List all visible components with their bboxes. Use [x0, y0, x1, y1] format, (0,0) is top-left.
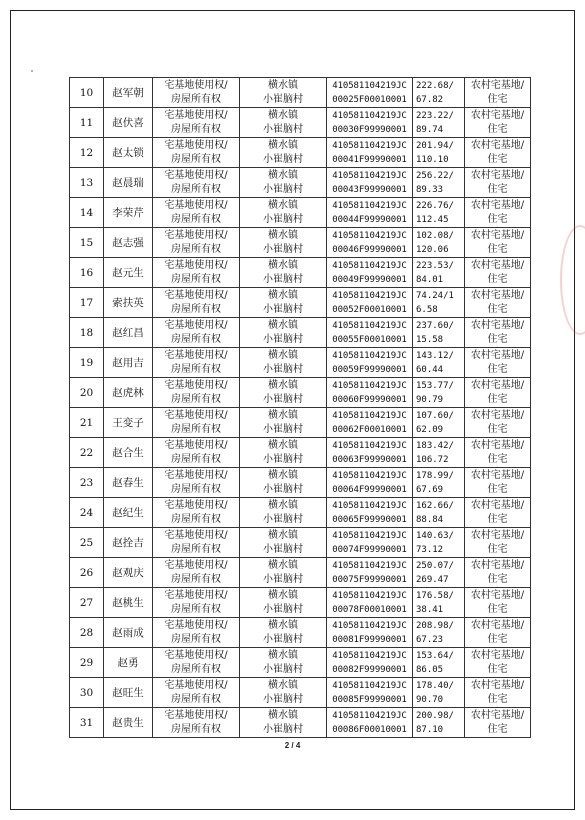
- owner-name-cell: 赵红昌: [104, 318, 153, 348]
- right-type-cell: 宅基地使用权/ 房屋所有权: [153, 138, 240, 168]
- property-location-cell: 横水镇 小崔脑村: [240, 438, 327, 468]
- table-body: [70, 78, 531, 738]
- table-row: [70, 408, 531, 438]
- unit-code-cell: 410581104219JC 00064F99990001: [327, 468, 413, 498]
- property-location-cell: 横水镇 小崔脑村: [240, 378, 327, 408]
- land-usage-cell: 农村宅基地/ 住宅: [465, 198, 531, 228]
- scan-speck: [31, 70, 33, 72]
- unit-code-cell: 410581104219JC 00078F00010001: [327, 588, 413, 618]
- area-value-cell: 143.12/ 60.44: [413, 348, 465, 378]
- right-type-cell: 宅基地使用权/ 房屋所有权: [153, 318, 240, 348]
- property-location-cell: 横水镇 小崔脑村: [240, 258, 327, 288]
- right-type-cell: 宅基地使用权/ 房屋所有权: [153, 378, 240, 408]
- row-number-cell: 11: [70, 108, 104, 138]
- area-value-cell: 74.24/1 6.58: [413, 288, 465, 318]
- row-number-cell: 22: [70, 438, 104, 468]
- table-row: [70, 528, 531, 558]
- area-value-cell: 102.08/ 120.06: [413, 228, 465, 258]
- unit-code-cell: 410581104219JC 00081F99990001: [327, 618, 413, 648]
- page-number: 2 / 4: [284, 741, 301, 750]
- area-value-cell: 256.22/ 89.33: [413, 168, 465, 198]
- table-row: [70, 678, 531, 708]
- owner-name-cell: 赵军朝: [104, 78, 153, 108]
- area-value-cell: 153.77/ 90.79: [413, 378, 465, 408]
- right-type-cell: 宅基地使用权/ 房屋所有权: [153, 78, 240, 108]
- owner-name-cell: 赵晨瑞: [104, 168, 153, 198]
- row-number-cell: 16: [70, 258, 104, 288]
- table-row: [70, 438, 531, 468]
- land-usage-cell: 农村宅基地/ 住宅: [465, 708, 531, 738]
- owner-name-cell: 李荣芹: [104, 198, 153, 228]
- property-location-cell: 横水镇 小崔脑村: [240, 408, 327, 438]
- land-usage-cell: 农村宅基地/ 住宅: [465, 528, 531, 558]
- right-type-cell: 宅基地使用权/ 房屋所有权: [153, 198, 240, 228]
- land-usage-cell: 农村宅基地/ 住宅: [465, 138, 531, 168]
- area-value-cell: 107.60/ 62.09: [413, 408, 465, 438]
- owner-name-cell: 赵拴吉: [104, 528, 153, 558]
- table-row: [70, 198, 531, 228]
- area-value-cell: 183.42/ 106.72: [413, 438, 465, 468]
- property-location-cell: 横水镇 小崔脑村: [240, 648, 327, 678]
- right-type-cell: 宅基地使用权/ 房屋所有权: [153, 558, 240, 588]
- right-type-cell: 宅基地使用权/ 房屋所有权: [153, 258, 240, 288]
- table-row: [70, 498, 531, 528]
- row-number-cell: 13: [70, 168, 104, 198]
- unit-code-cell: 410581104219JC 00086F00010001: [327, 708, 413, 738]
- owner-name-cell: 赵桃生: [104, 588, 153, 618]
- owner-name-cell: 赵伏喜: [104, 108, 153, 138]
- land-usage-cell: 农村宅基地/ 住宅: [465, 468, 531, 498]
- unit-code-cell: 410581104219JC 00025F00010001: [327, 78, 413, 108]
- unit-code-cell: 410581104219JC 00041F99990001: [327, 138, 413, 168]
- property-location-cell: 横水镇 小崔脑村: [240, 288, 327, 318]
- row-number-cell: 18: [70, 318, 104, 348]
- table-row: [70, 168, 531, 198]
- land-usage-cell: 农村宅基地/ 住宅: [465, 588, 531, 618]
- row-number-cell: 27: [70, 588, 104, 618]
- row-number-cell: 12: [70, 138, 104, 168]
- row-number-cell: 14: [70, 198, 104, 228]
- right-type-cell: 宅基地使用权/ 房屋所有权: [153, 528, 240, 558]
- property-location-cell: 横水镇 小崔脑村: [240, 318, 327, 348]
- row-number-cell: 25: [70, 528, 104, 558]
- owner-name-cell: 索扶英: [104, 288, 153, 318]
- right-type-cell: 宅基地使用权/ 房屋所有权: [153, 648, 240, 678]
- unit-code-cell: 410581104219JC 00063F99990001: [327, 438, 413, 468]
- table-row: [70, 78, 531, 108]
- area-value-cell: 176.58/ 38.41: [413, 588, 465, 618]
- right-type-cell: 宅基地使用权/ 房屋所有权: [153, 678, 240, 708]
- right-type-cell: 宅基地使用权/ 房屋所有权: [153, 408, 240, 438]
- right-type-cell: 宅基地使用权/ 房屋所有权: [153, 588, 240, 618]
- row-number-cell: 19: [70, 348, 104, 378]
- property-location-cell: 横水镇 小崔脑村: [240, 348, 327, 378]
- land-usage-cell: 农村宅基地/ 住宅: [465, 108, 531, 138]
- row-number-cell: 23: [70, 468, 104, 498]
- area-value-cell: 140.63/ 73.12: [413, 528, 465, 558]
- property-location-cell: 横水镇 小崔脑村: [240, 708, 327, 738]
- unit-code-cell: 410581104219JC 00075F99990001: [327, 558, 413, 588]
- area-value-cell: 208.98/ 67.23: [413, 618, 465, 648]
- land-usage-cell: 农村宅基地/ 住宅: [465, 648, 531, 678]
- table-row: [70, 618, 531, 648]
- unit-code-cell: 410581104219JC 00043F99990001: [327, 168, 413, 198]
- area-value-cell: 162.66/ 88.84: [413, 498, 465, 528]
- unit-code-cell: 410581104219JC 00044F99990001: [327, 198, 413, 228]
- unit-code-cell: 410581104219JC 00046F99990001: [327, 228, 413, 258]
- area-value-cell: 250.07/ 269.47: [413, 558, 465, 588]
- area-value-cell: 178.40/ 90.70: [413, 678, 465, 708]
- table-row: [70, 258, 531, 288]
- land-usage-cell: 农村宅基地/ 住宅: [465, 288, 531, 318]
- land-usage-cell: 农村宅基地/ 住宅: [465, 678, 531, 708]
- property-location-cell: 横水镇 小崔脑村: [240, 528, 327, 558]
- area-value-cell: 178.99/ 67.69: [413, 468, 465, 498]
- row-number-cell: 26: [70, 558, 104, 588]
- owner-name-cell: 赵雨成: [104, 618, 153, 648]
- table-row: [70, 108, 531, 138]
- area-value-cell: 237.60/ 15.58: [413, 318, 465, 348]
- property-location-cell: 横水镇 小崔脑村: [240, 138, 327, 168]
- table-row: [70, 708, 531, 738]
- land-usage-cell: 农村宅基地/ 住宅: [465, 168, 531, 198]
- land-usage-cell: 农村宅基地/ 住宅: [465, 378, 531, 408]
- table-row: [70, 318, 531, 348]
- land-usage-cell: 农村宅基地/ 住宅: [465, 318, 531, 348]
- land-usage-cell: 农村宅基地/ 住宅: [465, 258, 531, 288]
- row-number-cell: 10: [70, 78, 104, 108]
- land-usage-cell: 农村宅基地/ 住宅: [465, 228, 531, 258]
- row-number-cell: 21: [70, 408, 104, 438]
- right-type-cell: 宅基地使用权/ 房屋所有权: [153, 468, 240, 498]
- area-value-cell: 226.76/ 112.45: [413, 198, 465, 228]
- right-type-cell: 宅基地使用权/ 房屋所有权: [153, 438, 240, 468]
- right-type-cell: 宅基地使用权/ 房屋所有权: [153, 108, 240, 138]
- property-location-cell: 横水镇 小崔脑村: [240, 78, 327, 108]
- area-value-cell: 223.53/ 84.01: [413, 258, 465, 288]
- area-value-cell: 201.94/ 110.10: [413, 138, 465, 168]
- unit-code-cell: 410581104219JC 00065F99990001: [327, 498, 413, 528]
- row-number-cell: 29: [70, 648, 104, 678]
- row-number-cell: 28: [70, 618, 104, 648]
- row-number-cell: 30: [70, 678, 104, 708]
- area-value-cell: 222.68/ 67.82: [413, 78, 465, 108]
- unit-code-cell: 410581104219JC 00052F00010001: [327, 288, 413, 318]
- row-number-cell: 20: [70, 378, 104, 408]
- unit-code-cell: 410581104219JC 00030F99990001: [327, 108, 413, 138]
- property-location-cell: 横水镇 小崔脑村: [240, 678, 327, 708]
- property-location-cell: 横水镇 小崔脑村: [240, 168, 327, 198]
- area-value-cell: 223.22/ 89.74: [413, 108, 465, 138]
- row-number-cell: 24: [70, 498, 104, 528]
- property-location-cell: 横水镇 小崔脑村: [240, 108, 327, 138]
- owner-name-cell: 赵虎林: [104, 378, 153, 408]
- land-usage-cell: 农村宅基地/ 住宅: [465, 498, 531, 528]
- unit-code-cell: 410581104219JC 00049F99990001: [327, 258, 413, 288]
- unit-code-cell: 410581104219JC 00085F99990001: [327, 678, 413, 708]
- right-type-cell: 宅基地使用权/ 房屋所有权: [153, 708, 240, 738]
- unit-code-cell: 410581104219JC 00060F99990001: [327, 378, 413, 408]
- land-usage-cell: 农村宅基地/ 住宅: [465, 348, 531, 378]
- table-row: [70, 468, 531, 498]
- table-row: [70, 558, 531, 588]
- right-type-cell: 宅基地使用权/ 房屋所有权: [153, 168, 240, 198]
- land-usage-cell: 农村宅基地/ 住宅: [465, 408, 531, 438]
- area-value-cell: 200.98/ 87.10: [413, 708, 465, 738]
- owner-name-cell: 赵观庆: [104, 558, 153, 588]
- owner-name-cell: 赵旺生: [104, 678, 153, 708]
- right-type-cell: 宅基地使用权/ 房屋所有权: [153, 618, 240, 648]
- owner-name-cell: 王变子: [104, 408, 153, 438]
- property-location-cell: 横水镇 小崔脑村: [240, 468, 327, 498]
- owner-name-cell: 赵合生: [104, 438, 153, 468]
- unit-code-cell: 410581104219JC 00074F99990001: [327, 528, 413, 558]
- property-location-cell: 横水镇 小崔脑村: [240, 588, 327, 618]
- land-usage-cell: 农村宅基地/ 住宅: [465, 618, 531, 648]
- owner-name-cell: 赵元生: [104, 258, 153, 288]
- row-number-cell: 15: [70, 228, 104, 258]
- property-location-cell: 横水镇 小崔脑村: [240, 228, 327, 258]
- property-location-cell: 横水镇 小崔脑村: [240, 198, 327, 228]
- area-value-cell: 153.64/ 86.05: [413, 648, 465, 678]
- land-usage-cell: 农村宅基地/ 住宅: [465, 78, 531, 108]
- table-row: [70, 288, 531, 318]
- owner-name-cell: 赵纪生: [104, 498, 153, 528]
- owner-name-cell: 赵用吉: [104, 348, 153, 378]
- owner-name-cell: 赵勇: [104, 648, 153, 678]
- row-number-cell: 31: [70, 708, 104, 738]
- owner-name-cell: 赵贵生: [104, 708, 153, 738]
- property-registration-table: [69, 77, 531, 738]
- right-type-cell: 宅基地使用权/ 房屋所有权: [153, 228, 240, 258]
- owner-name-cell: 赵太锁: [104, 138, 153, 168]
- right-type-cell: 宅基地使用权/ 房屋所有权: [153, 498, 240, 528]
- unit-code-cell: 410581104219JC 00059F99990001: [327, 348, 413, 378]
- table-row: [70, 378, 531, 408]
- table-row: [70, 228, 531, 258]
- owner-name-cell: 赵春生: [104, 468, 153, 498]
- right-type-cell: 宅基地使用权/ 房屋所有权: [153, 348, 240, 378]
- table-row: [70, 588, 531, 618]
- unit-code-cell: 410581104219JC 00062F00010001: [327, 408, 413, 438]
- property-location-cell: 横水镇 小崔脑村: [240, 558, 327, 588]
- unit-code-cell: 410581104219JC 00082F99990001: [327, 648, 413, 678]
- table-row: [70, 348, 531, 378]
- row-number-cell: 17: [70, 288, 104, 318]
- right-type-cell: 宅基地使用权/ 房屋所有权: [153, 288, 240, 318]
- property-location-cell: 横水镇 小崔脑村: [240, 498, 327, 528]
- table-row: [70, 648, 531, 678]
- property-location-cell: 横水镇 小崔脑村: [240, 618, 327, 648]
- land-usage-cell: 农村宅基地/ 住宅: [465, 558, 531, 588]
- table-row: [70, 138, 531, 168]
- unit-code-cell: 410581104219JC 00055F00010001: [327, 318, 413, 348]
- owner-name-cell: 赵志强: [104, 228, 153, 258]
- land-usage-cell: 农村宅基地/ 住宅: [465, 438, 531, 468]
